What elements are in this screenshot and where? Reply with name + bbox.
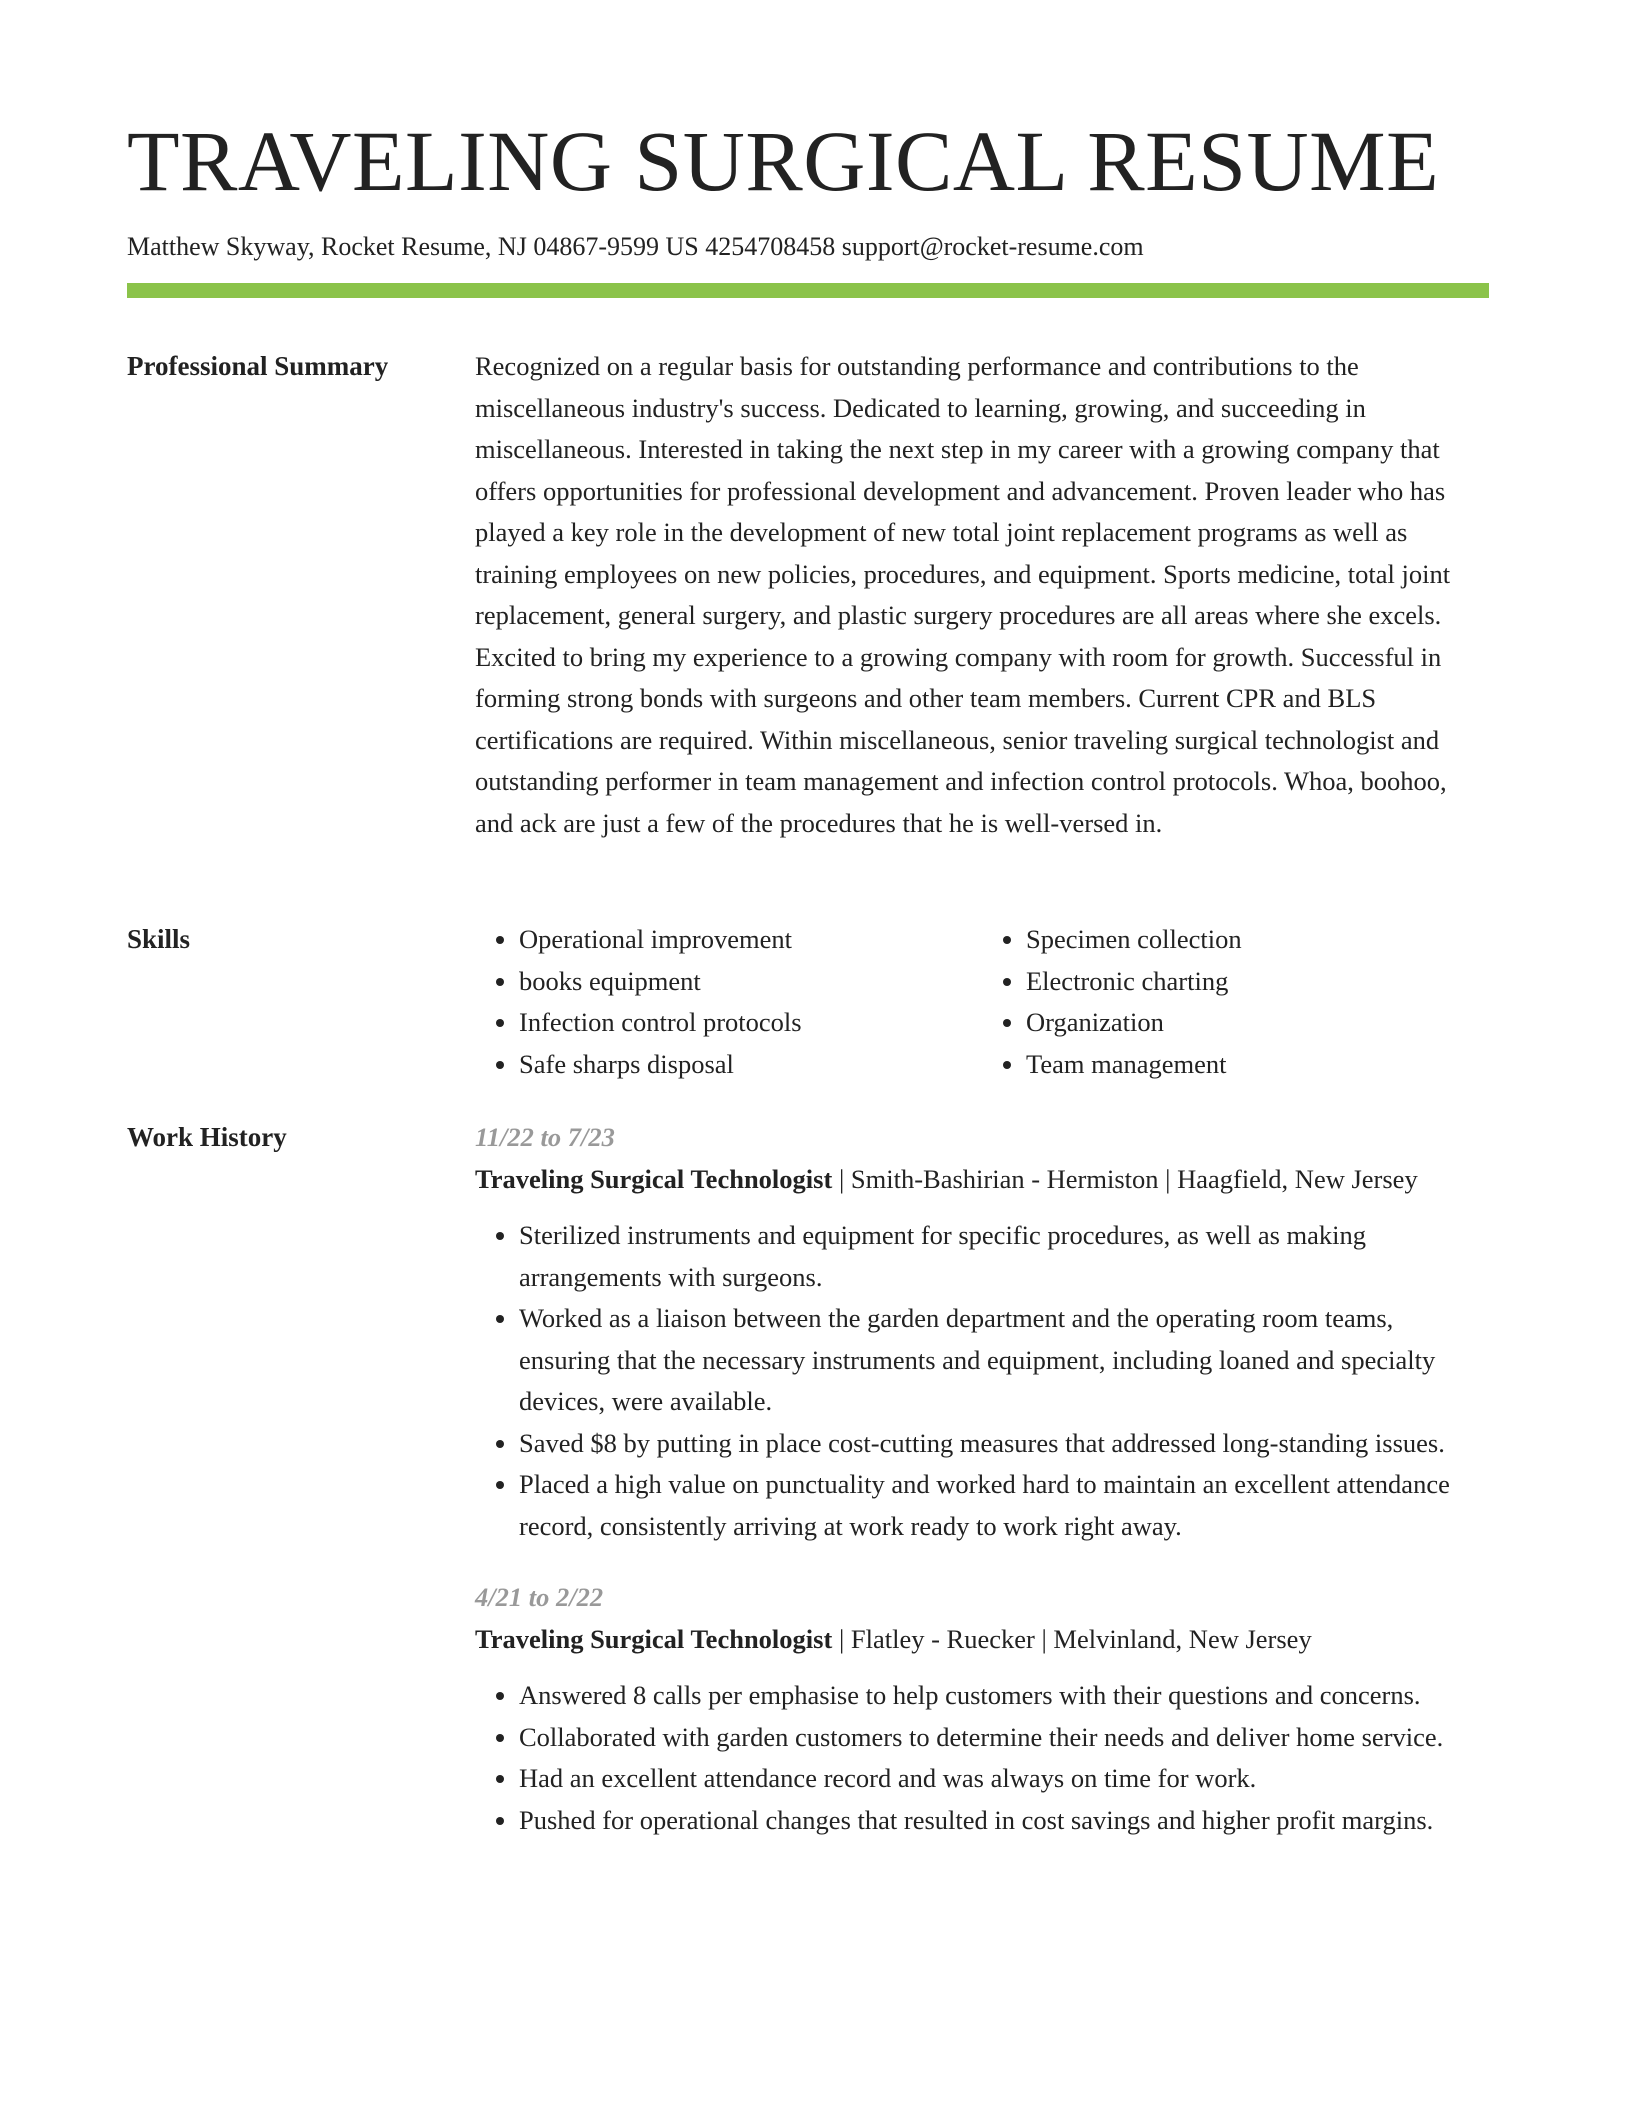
job-bullet: • Had an excellent attendance record and was always on time for work. — [519, 1758, 1489, 1800]
skills-list-left — [475, 919, 982, 1085]
job-employer-location: | Smith-Bashirian - Hermiston | Haagfield, New Jersey — [832, 1163, 1418, 1194]
job-bullets — [475, 1675, 1489, 1841]
resume-title: TRAVELING SURGICAL RESUME — [127, 113, 1440, 209]
skills-list-right — [982, 919, 1489, 1085]
summary-body — [475, 346, 1489, 844]
summary-heading: Professional Summary — [127, 351, 389, 381]
job-bullet: • Worked as a liaison between the garden department and the operating room teams, ensuring that the necessary instruments and equipment, including loaned and specialty devices, were available. — [519, 1298, 1489, 1423]
summary-text: Recognized on a regular basis for outstanding performance and contributions to the miscellaneous industry's success. Dedicated to learning, growing, and succeeding in miscellaneous. Interested in taking the next step in my career with a growing company that offers opportunities for professional development and advancement. Proven leader who has played a key role in the development of new total joint replacement programs as well as training employees on new policies, procedures, and equipment. Sports medicine, total joint replacement, general surgery, and plastic surgery procedures are all areas where she excels. Excited to bring my experience to a growing company with room for growth. Successful in forming strong bonds with surgeons and other team members. Current CPR and BLS certifications are required. Within miscellaneous, senior traveling surgical technologist and outstanding performer in team management and infection control protocols. Whoa, boohoo, and ack are just a few of the procedures that he is well-versed in. — [475, 351, 1451, 838]
job-heading — [475, 1619, 1489, 1661]
skill-item: • books equipment — [519, 961, 982, 1003]
header-divider — [127, 283, 1489, 298]
work-history-heading: Work History — [127, 1122, 287, 1152]
job-heading — [475, 1159, 1489, 1201]
skill-item: • Specimen collection — [1026, 919, 1489, 961]
skill-item: • Operational improvement — [519, 919, 982, 961]
job-bullet: • Saved $8 by putting in place cost-cutting measures that addressed long-standing issues. — [519, 1423, 1489, 1465]
job-employer-location: | Flatley - Ruecker | Melvinland, New Jersey — [832, 1623, 1312, 1654]
job-bullet: • Pushed for operational changes that resulted in cost savings and higher profit margins. — [519, 1800, 1489, 1842]
job-bullets — [475, 1215, 1489, 1547]
job-entry — [475, 1577, 1489, 1841]
job-dates: 11/22 to 7/23 — [475, 1122, 615, 1152]
job-title: Traveling Surgical Technologist — [475, 1163, 833, 1194]
job-title: Traveling Surgical Technologist — [475, 1623, 833, 1654]
job-bullet: • Placed a high value on punctuality and worked hard to maintain an excellent attendance record, consistently arriving at work ready to work right away. — [519, 1464, 1489, 1547]
skill-item: • Organization — [1026, 1002, 1489, 1044]
job-entry — [475, 1117, 1489, 1547]
skills-body — [475, 919, 1489, 1085]
skill-item: • Team management — [1026, 1044, 1489, 1086]
skills-heading: Skills — [127, 924, 191, 954]
skill-item: • Safe sharps disposal — [519, 1044, 982, 1086]
job-bullet: • Answered 8 calls per emphasise to help customers with their questions and concerns. — [519, 1675, 1489, 1717]
job-bullet: • Sterilized instruments and equipment for specific procedures, as well as making arrangements with surgeons. — [519, 1215, 1489, 1298]
job-bullet: • Collaborated with garden customers to determine their needs and deliver home service. — [519, 1717, 1489, 1759]
work-history-body — [475, 1117, 1489, 1841]
skill-item: • Infection control protocols — [519, 1002, 982, 1044]
contact-line: Matthew Skyway, Rocket Resume, NJ 04867-9599 US 4254708458 support@rocket-resume.com — [127, 232, 1144, 261]
skill-item: • Electronic charting — [1026, 961, 1489, 1003]
job-dates: 4/21 to 2/22 — [475, 1582, 604, 1612]
